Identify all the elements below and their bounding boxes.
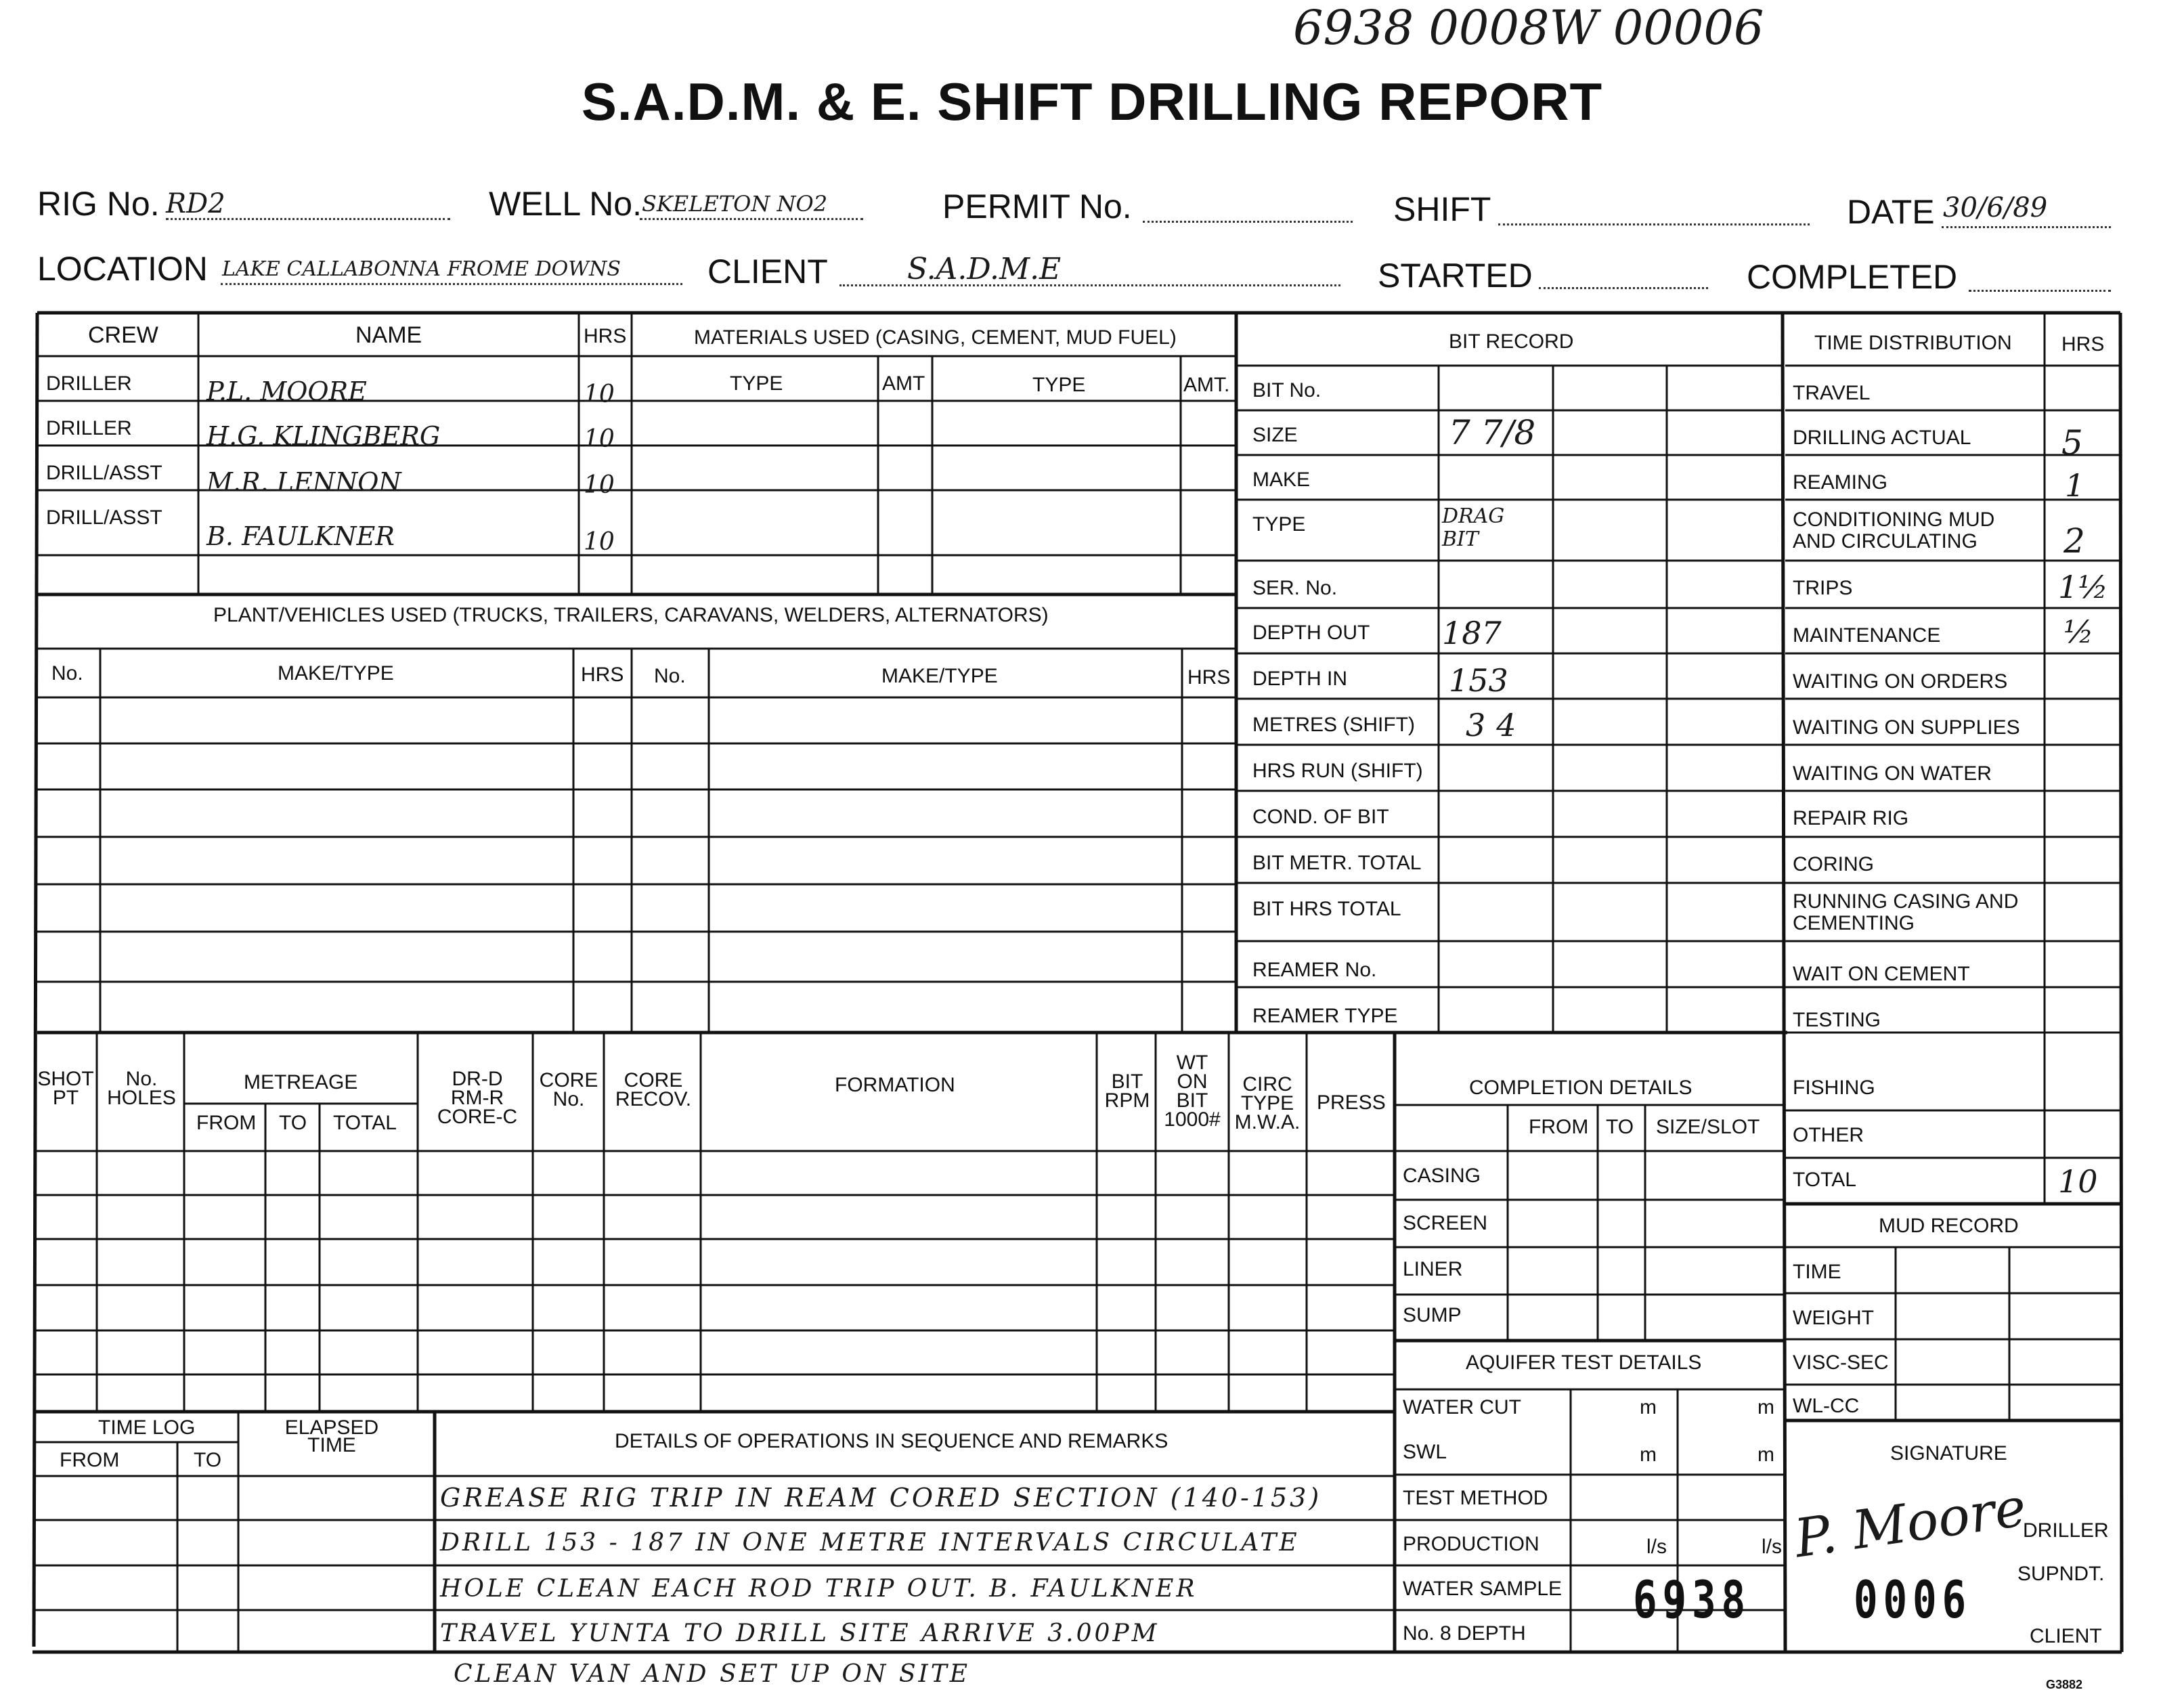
completion-row-sump: SUMP: [1403, 1304, 1462, 1326]
aquifer-title: AQUIFER TEST DETAILS: [1466, 1351, 1702, 1374]
td-label-4: CONDITIONING MUD AND CIRCULATING: [1793, 508, 1995, 552]
signature-client-label: CLIENT: [2030, 1625, 2102, 1647]
td-label-11: CORING: [1793, 853, 1874, 875]
core-no-header: CORE No.: [539, 1069, 598, 1110]
aquifer-row-4-u1: l/s: [1646, 1536, 1667, 1558]
td-value-4: 2: [2063, 521, 2085, 561]
wt-on-bit-header: WT ON BIT 1000#: [1164, 1051, 1221, 1131]
elapsed-time-header: ELAPSED TIME: [284, 1416, 379, 1456]
materials-amt2-col: AMT.: [1183, 374, 1230, 396]
time-log-from-header: FROM: [60, 1449, 120, 1471]
location-value: LAKE CALLABONNA FROME DOWNS: [222, 257, 621, 281]
crew-hrs-4: 10: [584, 528, 615, 556]
bit-row-label-3: MAKE: [1252, 469, 1311, 491]
document-code: 6938 0008W 00006: [1293, 0, 1764, 56]
time-dist-hrs-header: HRS: [2061, 333, 2105, 355]
mud-row-visc: VISC-SEC: [1793, 1351, 1889, 1374]
well-value: SKELETON NO2: [642, 191, 828, 217]
metreage-from-header: FROM: [196, 1112, 257, 1134]
aquifer-row-2: SWL: [1403, 1441, 1447, 1463]
driller-signature: P. Moore: [1791, 1477, 2030, 1570]
plant-title: PLANT/VEHICLES USED (TRUCKS, TRAILERS, CARAVANS, WELDERS, ALTERNATORS): [213, 604, 1049, 626]
plant-no-col: No.: [51, 662, 83, 685]
client-value: S.A.D.M.E: [907, 252, 1062, 286]
plant-hrs-col: HRS: [581, 664, 624, 686]
aquifer-row-3: TEST METHOD: [1403, 1487, 1548, 1509]
permit-label: PERMIT No.: [942, 188, 1132, 225]
materials-type2-col: TYPE: [1032, 374, 1086, 396]
td-label-7: WAITING ON ORDERS: [1793, 670, 2008, 693]
bit-row-label-7: DEPTH IN: [1252, 668, 1348, 690]
materials-title: MATERIALS USED (CASING, CEMENT, MUD FUEL): [694, 326, 1177, 349]
drd-header: DR-D RM-R CORE-C: [437, 1068, 518, 1128]
bit-row-label-8: METRES (SHIFT): [1252, 714, 1415, 736]
td-value-3: 1: [2065, 467, 2085, 504]
aquifer-row-4: PRODUCTION: [1403, 1533, 1539, 1555]
remark-line-4: TRAVEL YUNTA TO DRILL SITE ARRIVE 3.00PM: [440, 1620, 1160, 1647]
crew-hrs-2: 10: [584, 425, 615, 453]
td-label-6: MAINTENANCE: [1793, 624, 1941, 647]
mud-row-time: TIME: [1793, 1261, 1841, 1283]
td-label-16: OTHER: [1793, 1124, 1864, 1146]
td-label-17: TOTAL: [1793, 1169, 1856, 1191]
td-label-13: WAIT ON CEMENT: [1793, 963, 1970, 985]
td-label-9: WAITING ON WATER: [1793, 762, 1992, 785]
mud-record-title: MUD RECORD: [1879, 1215, 2019, 1237]
bit-row-label-9: HRS RUN (SHIFT): [1252, 760, 1423, 782]
completion-size-header: SIZE/SLOT: [1656, 1116, 1760, 1138]
crew-role-1: DRILLER: [46, 372, 132, 395]
crew-hrs-col-header: HRS: [584, 325, 627, 347]
bit-row-label-11: BIT METR. TOTAL: [1252, 852, 1422, 874]
metreage-to-header: TO: [279, 1112, 307, 1134]
crew-role-4: DRILL/ASST: [46, 506, 162, 529]
aquifer-row-4-u2: l/s: [1762, 1536, 1782, 1558]
td-label-12: RUNNING CASING AND CEMENTING: [1793, 890, 2019, 934]
bit-row-label-5: SER. No.: [1252, 577, 1338, 599]
date-value: 30/6/89: [1943, 192, 2048, 223]
metreage-total-header: TOTAL: [333, 1112, 397, 1134]
signature-title: SIGNATURE: [1890, 1442, 2007, 1465]
plant-make2-col: MAKE/TYPE: [881, 665, 998, 687]
completion-title: COMPLETION DETAILS: [1469, 1077, 1692, 1099]
press-header: PRESS: [1317, 1091, 1386, 1114]
no-holes-header: No. HOLES: [107, 1068, 176, 1109]
time-dist-title: TIME DISTRIBUTION: [1814, 332, 2012, 354]
page-title: S.A.D.M. & E. SHIFT DRILLING REPORT: [581, 72, 1603, 131]
core-recov-header: CORE RECOV.: [615, 1069, 692, 1110]
td-label-15: FISHING: [1793, 1077, 1875, 1099]
completion-row-screen: SCREEN: [1403, 1212, 1488, 1234]
bit-row-label-6: DEPTH OUT: [1252, 622, 1370, 644]
completion-from-header: FROM: [1529, 1116, 1589, 1138]
bit-rpm-header: BIT RPM: [1104, 1070, 1150, 1112]
crew-hrs-1: 10: [584, 381, 615, 408]
bit-type-value: DRAG BIT: [1442, 504, 1505, 551]
crew-name-3: M.R. LENNON: [206, 467, 401, 497]
td-label-14: TESTING: [1793, 1009, 1881, 1031]
td-label-8: WAITING ON SUPPLIES: [1793, 716, 2020, 739]
metreage-header: METREAGE: [244, 1071, 358, 1093]
bit-row-label-1: BIT No.: [1252, 379, 1322, 402]
bit-row-label-10: COND. OF BIT: [1252, 806, 1389, 828]
rig-label: RIG No.: [37, 185, 160, 223]
time-log-title: TIME LOG: [98, 1416, 196, 1439]
crew-hrs-3: 10: [584, 471, 615, 499]
formation-header: FORMATION: [835, 1074, 955, 1096]
aquifer-row-1: WATER CUT: [1403, 1396, 1521, 1418]
completion-to-header: TO: [1606, 1116, 1634, 1138]
time-log-to-header: TO: [194, 1449, 222, 1471]
td-label-1: TRAVEL: [1793, 382, 1871, 404]
bit-row-label-2: SIZE: [1252, 424, 1298, 446]
mud-row-wl: WL-CC: [1793, 1395, 1860, 1417]
shot-pt-header: SHOT PT: [37, 1068, 94, 1109]
bit-row-label-14: REAMER TYPE: [1252, 1005, 1398, 1027]
remark-line-5: CLEAN VAN AND SET UP ON SITE: [454, 1660, 971, 1688]
aquifer-row-5: WATER SAMPLE: [1403, 1578, 1563, 1600]
aquifer-row-6: No. 8 DEPTH: [1403, 1622, 1526, 1645]
circ-type-header: CIRC TYPE M.W.A.: [1234, 1073, 1301, 1133]
materials-amt-col: AMT: [882, 372, 925, 395]
td-label-3: REAMING: [1793, 471, 1888, 494]
completed-label: COMPLETED: [1747, 258, 1958, 296]
remark-line-3: HOLE CLEAN EACH ROD TRIP OUT. B. FAULKNER: [440, 1575, 1198, 1603]
crew-col-header: CREW: [88, 322, 158, 348]
bit-row-label-4: TYPE: [1252, 513, 1306, 536]
date-label: DATE: [1847, 193, 1935, 231]
mud-row-weight: WEIGHT: [1793, 1307, 1874, 1329]
remark-line-1: GREASE RIG TRIP IN REAM CORED SECTION (140-153): [440, 1483, 1322, 1513]
crew-name-1: P.L. MOORE: [206, 376, 367, 406]
plant-no2-col: No.: [654, 665, 686, 687]
crew-role-3: DRILL/ASST: [46, 462, 162, 484]
form-number: G3882: [2046, 1678, 2083, 1691]
aquifer-row-2-u1: m: [1640, 1444, 1657, 1466]
details-title: DETAILS OF OPERATIONS IN SEQUENCE AND REMARKS: [615, 1430, 1169, 1452]
plant-make-col: MAKE/TYPE: [278, 662, 394, 685]
rig-value: RD2: [166, 188, 225, 219]
client-label: CLIENT: [707, 253, 828, 290]
bit-depth-out-value: 187: [1442, 615, 1502, 651]
bit-metres-value: 34: [1466, 707, 1527, 743]
completion-row-liner: LINER: [1403, 1258, 1463, 1280]
signature-driller-label: DRILLER: [2023, 1519, 2109, 1542]
location-label: LOCATION: [37, 250, 208, 288]
signature-stamp: 0006: [1854, 1569, 1971, 1630]
td-value-total: 10: [2058, 1163, 2098, 1200]
completion-row-casing: CASING: [1403, 1165, 1481, 1187]
aquifer-row-1-u2: m: [1757, 1396, 1774, 1418]
bit-record-title: BIT RECORD: [1449, 330, 1574, 353]
started-label: STARTED: [1378, 257, 1533, 295]
materials-type-col: TYPE: [730, 372, 783, 395]
td-label-5: TRIPS: [1793, 577, 1853, 599]
bit-size-value: 7 7/8: [1449, 413, 1536, 452]
bit-row-label-13: REAMER No.: [1252, 959, 1377, 981]
aquifer-row-2-u2: m: [1757, 1444, 1774, 1466]
remark-line-2: DRILL 153 - 187 IN ONE METRE INTERVALS CIRCULATE: [440, 1529, 1300, 1557]
name-col-header: NAME: [355, 322, 422, 348]
shift-label: SHIFT: [1393, 190, 1491, 228]
plant-hrs2-col: HRS: [1187, 666, 1231, 689]
td-value-2: 5: [2061, 423, 2083, 462]
td-value-6: ½: [2063, 613, 2094, 650]
td-label-2: DRILLING ACTUAL: [1793, 427, 1971, 449]
crew-role-2: DRILLER: [46, 417, 132, 439]
signature-supndt-label: SUPNDT.: [2017, 1563, 2105, 1585]
bit-row-label-12: BIT HRS TOTAL: [1252, 898, 1401, 920]
td-label-10: REPAIR RIG: [1793, 807, 1909, 829]
aquifer-row-1-u1: m: [1640, 1396, 1657, 1418]
td-value-5: 1½: [2058, 569, 2108, 605]
bit-depth-in-value: 153: [1449, 662, 1508, 699]
aquifer-stamp: 6938: [1633, 1569, 1751, 1630]
crew-name-2: H.G. KLINGBERG: [206, 421, 441, 451]
crew-name-4: B. FAULKNER: [206, 521, 395, 551]
well-label: WELL No.: [489, 185, 642, 223]
